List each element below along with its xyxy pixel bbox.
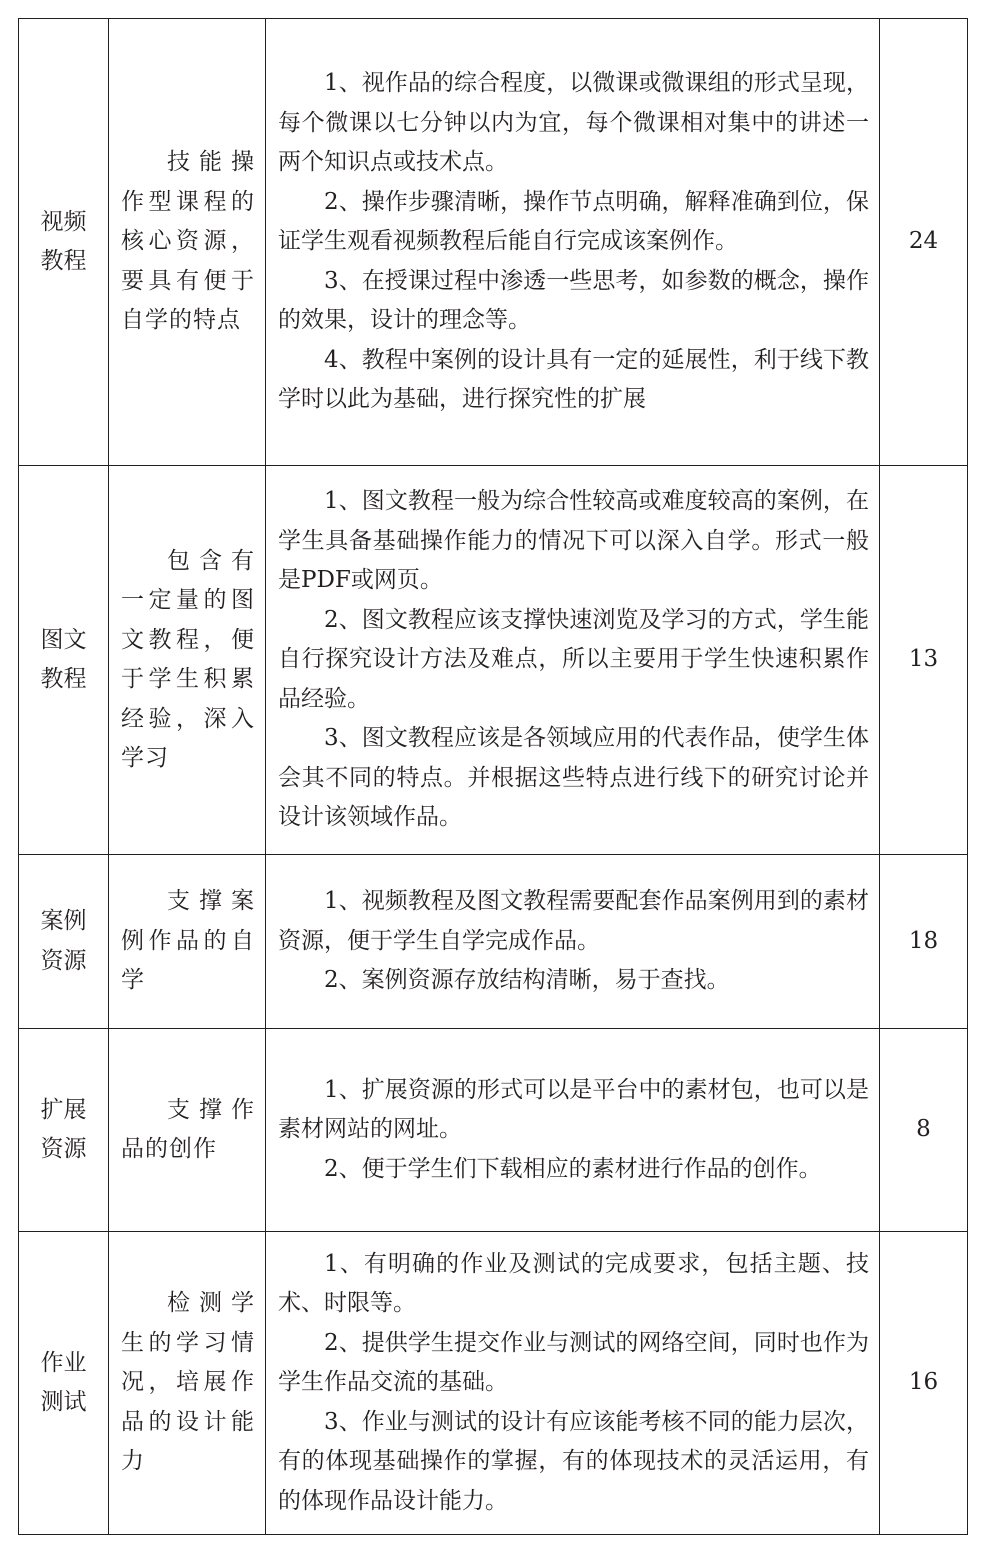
resource-type: 视频教程 (19, 19, 109, 466)
resource-requirements (266, 1029, 880, 1232)
requirement-item: 4、教程中案例的设计具有一定的延展性，利于线下教学时以此为基础，进行探究性的扩展 (278, 346, 869, 413)
resource-table (18, 18, 968, 1535)
requirement-item: 1、扩展资源的形式可以是平台中的素材包，也可以是素材网站的网址。 (278, 1076, 869, 1143)
resource-type: 案例资源 (19, 855, 109, 1029)
requirement-item: 2、便于学生们下载相应的素材进行作品的创作。 (324, 1155, 822, 1182)
requirement-item: 2、案例资源存放结构清晰，易于查找。 (324, 967, 730, 994)
requirement-item: 1、视作品的综合程度，以微课或微课组的形式呈现，每个微课以七分钟以内为宜，每个微课相对集中的讲述一两个知识点或技术点。 (278, 70, 869, 176)
resource-type: 图文教程 (19, 466, 109, 855)
requirement-item: 3、在授课过程中渗透一些思考，如参数的概念，操作的效果，设计的理念等。 (278, 267, 869, 334)
table-row (19, 19, 968, 466)
table-row (19, 1029, 968, 1232)
table-row (19, 855, 968, 1029)
resource-purpose: 支撑作品的创作 (109, 1029, 266, 1232)
requirement-item: 1、视频教程及图文教程需要配套作品案例用到的素材资源，便于学生自学完成作品。 (278, 888, 869, 954)
requirement-item: 2、提供学生提交作业与测试的网络空间，同时也作为学生作品交流的基础。 (278, 1329, 869, 1396)
requirement-item: 2、操作步骤清晰，操作节点明确，解释准确到位，保证学生观看视频教程后能自行完成该案例作。 (278, 188, 869, 255)
resource-count: 16 (880, 1232, 968, 1535)
resource-type: 作业测试 (19, 1232, 109, 1535)
table-row (19, 1232, 968, 1535)
resource-purpose: 技能操作型课程的核心资源，要具有便于自学的特点 (109, 19, 266, 466)
resource-requirements (266, 19, 880, 466)
table-row (19, 466, 968, 855)
resource-count: 8 (880, 1029, 968, 1232)
requirement-item: 3、图文教程应该是各领域应用的代表作品，使学生体会其不同的特点。并根据这些特点进行线下的研究讨论并设计该领域作品。 (278, 725, 869, 831)
resource-requirements (266, 855, 880, 1029)
resource-purpose: 支撑案例作品的自学 (109, 855, 266, 1029)
resource-count: 13 (880, 466, 968, 855)
resource-count: 24 (880, 19, 968, 466)
resource-count: 18 (880, 855, 968, 1029)
requirement-item: 3、作业与测试的设计有应该能考核不同的能力层次，有的体现基础操作的掌握，有的体现技术的灵活运用，有的体现作品设计能力。 (278, 1408, 869, 1514)
resource-requirements (266, 466, 880, 855)
resource-type: 扩展资源 (19, 1029, 109, 1232)
resource-purpose: 包含有一定量的图文教程，便于学生积累经验，深入学习 (109, 466, 266, 855)
requirement-item: 2、图文教程应该支撑快速浏览及学习的方式，学生能自行探究设计方法及难点，所以主要用于学生快速积累作品经验。 (278, 606, 869, 712)
resource-purpose: 检测学生的学习情况，培展作品的设计能力 (109, 1232, 266, 1535)
requirement-item: 1、有明确的作业及测试的完成要求，包括主题、技术、时限等。 (278, 1250, 869, 1317)
resource-requirements (266, 1232, 880, 1535)
requirement-item: 1、图文教程一般为综合性较高或难度较高的案例，在学生具备基础操作能力的情况下可以深入自学。形式一般是PDF或网页。 (278, 488, 869, 594)
